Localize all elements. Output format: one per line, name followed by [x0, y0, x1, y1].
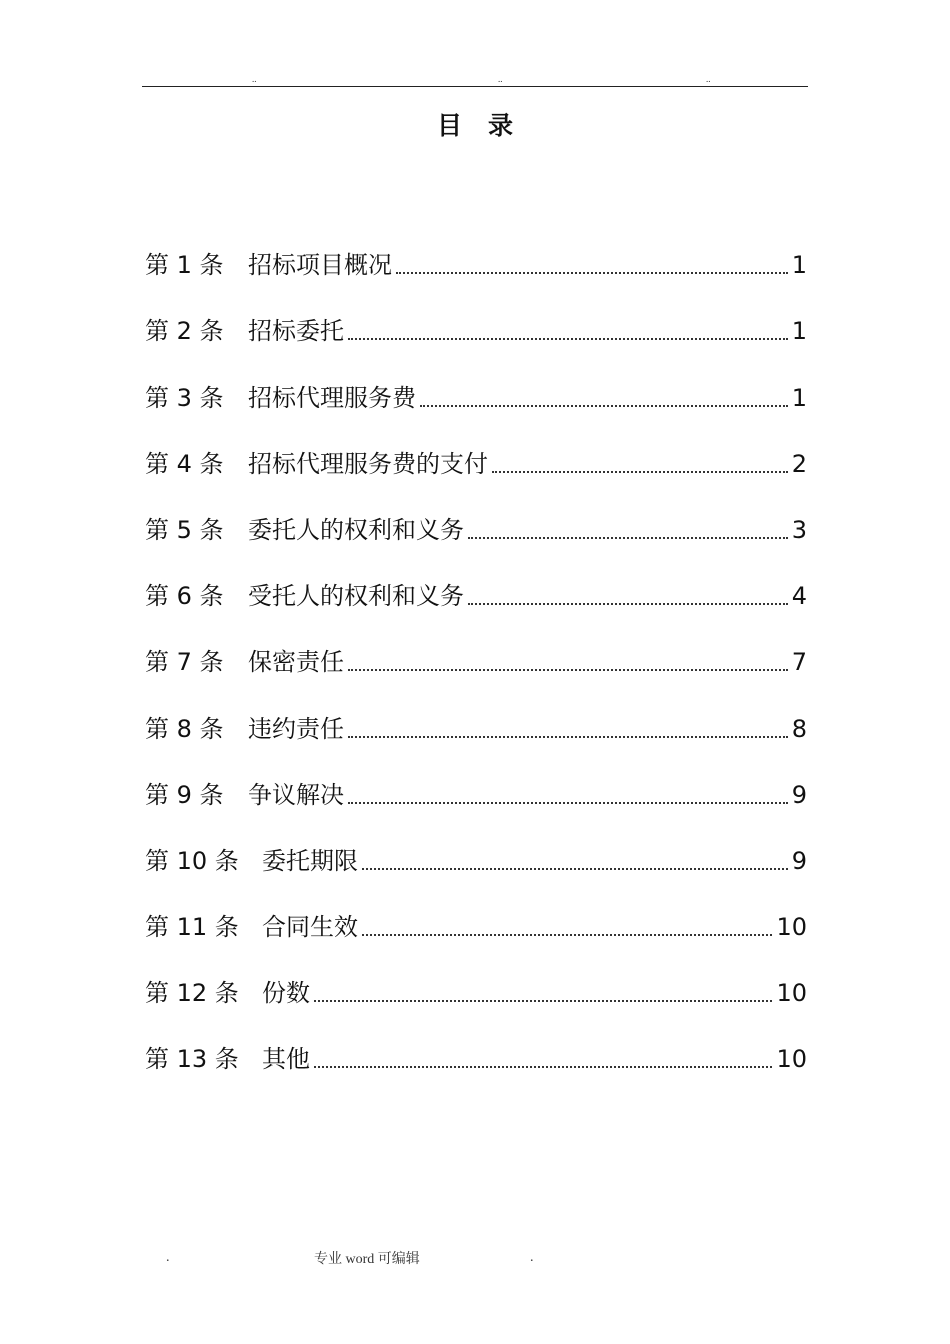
footer-text: 专业 word 可编辑 [314, 1252, 420, 1267]
toc-entry-number: 第 2 条 [145, 317, 224, 346]
footer-mark: . [530, 1250, 534, 1265]
toc-entry-title: 争议解决 [248, 780, 344, 809]
toc-entry-page: 9 [791, 846, 807, 875]
toc-entry-page: 10 [776, 1045, 807, 1074]
toc-entry[interactable] [145, 633, 807, 699]
toc-entry-page: 8 [791, 714, 807, 743]
toc-entry-title: 份数 [262, 979, 310, 1008]
toc-entry-title: 招标代理服务费的支付 [248, 449, 488, 478]
header-mark: .. [706, 74, 711, 84]
toc-entry-title: 招标委托 [248, 317, 344, 346]
toc-entry-title: 受托人的权利和义务 [248, 582, 464, 611]
toc-entry-title: 违约责任 [248, 714, 344, 743]
toc-entry-page: 1 [791, 251, 807, 280]
header-mark: .. [498, 74, 503, 84]
toc-entry-title: 合同生效 [262, 913, 358, 942]
toc-entry[interactable] [145, 699, 807, 765]
toc-entry-number: 第 13 条 [145, 1045, 239, 1074]
toc-entry-title: 招标代理服务费 [248, 383, 416, 412]
toc-entry-page: 7 [791, 648, 807, 677]
toc-entry-page: 1 [791, 383, 807, 412]
table-of-contents [145, 236, 807, 1096]
toc-entry[interactable] [145, 964, 807, 1030]
header-mark: .. [252, 74, 257, 84]
toc-dot-leader [468, 603, 788, 605]
toc-entry[interactable] [145, 567, 807, 633]
toc-dot-leader [314, 1066, 772, 1068]
header-rule [142, 86, 808, 87]
toc-dot-leader [348, 802, 788, 804]
page-footer [0, 1248, 950, 1268]
toc-entry[interactable] [145, 302, 807, 368]
toc-dot-leader [348, 669, 788, 671]
toc-entry-number: 第 12 条 [145, 979, 239, 1008]
toc-entry[interactable] [145, 1030, 807, 1096]
toc-dot-leader [492, 471, 788, 473]
toc-entry[interactable] [145, 766, 807, 832]
toc-dot-leader [362, 868, 788, 870]
toc-dot-leader [420, 405, 788, 407]
page-header-marks [142, 74, 808, 86]
toc-entry-page: 9 [791, 780, 807, 809]
toc-entry-number: 第 7 条 [145, 648, 224, 677]
toc-entry-number: 第 3 条 [145, 383, 224, 412]
toc-entry[interactable] [145, 368, 807, 434]
footer-mark: . [166, 1250, 170, 1265]
toc-dot-leader [362, 934, 772, 936]
toc-entry-number: 第 10 条 [145, 846, 239, 875]
toc-dot-leader [348, 338, 788, 340]
toc-entry[interactable] [145, 898, 807, 964]
toc-entry-page: 10 [776, 913, 807, 942]
toc-entry-page: 3 [791, 515, 807, 544]
toc-entry-number: 第 6 条 [145, 582, 224, 611]
toc-entry[interactable] [145, 832, 807, 898]
toc-entry-number: 第 8 条 [145, 714, 224, 743]
toc-entry-page: 1 [791, 317, 807, 346]
toc-entry-title: 委托期限 [262, 846, 358, 875]
toc-entry-page: 4 [791, 582, 807, 611]
toc-entry[interactable] [145, 236, 807, 302]
toc-entry-number: 第 5 条 [145, 515, 224, 544]
toc-entry-page: 2 [791, 449, 807, 478]
toc-entry-number: 第 9 条 [145, 780, 224, 809]
toc-entry-number: 第 4 条 [145, 449, 224, 478]
toc-dot-leader [314, 1000, 772, 1002]
document-title: 目录 [436, 111, 539, 140]
toc-entry-title: 委托人的权利和义务 [248, 515, 464, 544]
toc-dot-leader [396, 272, 788, 274]
toc-entry[interactable] [145, 501, 807, 567]
toc-entry-number: 第 1 条 [145, 251, 224, 280]
toc-entry-title: 招标项目概况 [248, 251, 392, 280]
toc-entry[interactable] [145, 435, 807, 501]
toc-entry-page: 10 [776, 979, 807, 1008]
toc-entry-title: 保密责任 [248, 648, 344, 677]
toc-dot-leader [348, 736, 788, 738]
toc-dot-leader [468, 537, 788, 539]
toc-entry-number: 第 11 条 [145, 913, 239, 942]
toc-entry-title: 其他 [262, 1045, 310, 1074]
